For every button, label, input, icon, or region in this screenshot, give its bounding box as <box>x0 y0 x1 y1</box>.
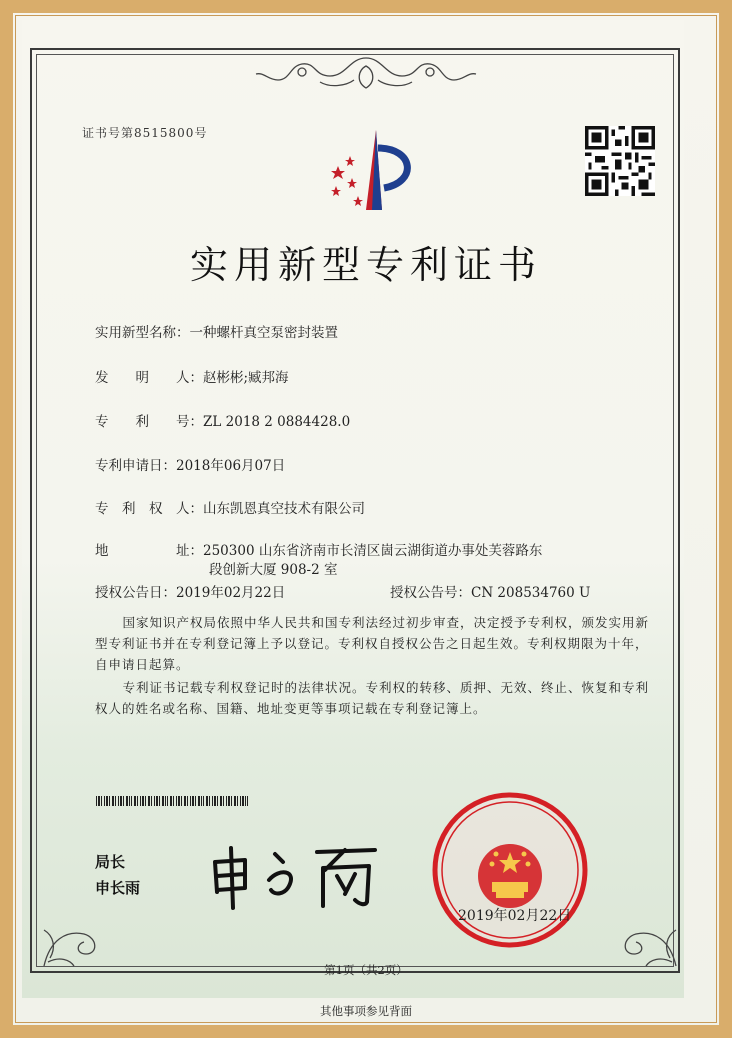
field-address <box>95 539 542 559</box>
field-value: ZL 2018 2 0884428.0 <box>203 414 351 430</box>
field-value: 一种螺杆真空泵密封装置 <box>189 325 338 341</box>
field-utility-model-name <box>95 321 338 341</box>
grant-number <box>390 581 590 601</box>
field-application-date <box>95 454 285 474</box>
grant-statement-paragraph: 国家知识产权局依照中华人民共和国专利法经过初步审查，决定授予专利权，颁发实用新型专利证书并在专利登记簿上予以登记。专利权自授权公告之日起生效。专利权期限为十年，自申请日起算。 <box>95 615 650 672</box>
field-label: 专利申请日： <box>95 458 176 474</box>
field-value: 段创新大厦 908-2 室 <box>209 562 338 578</box>
director-title: 局长 <box>95 853 126 871</box>
back-note: 其他事项参见背面 <box>320 1004 412 1018</box>
field-value: 250300 山东省济南市长清区崮云湖街道办事处芙蓉路东 <box>203 543 543 559</box>
official-seal <box>430 790 590 950</box>
legal-status-paragraph: 专利证书记载专利权登记时的法律状况。专利权的转移、质押、无效、终止、恢复和专利权人的姓名或名称、国籍、地址变更等事项记载在专利登记簿上。 <box>95 680 650 716</box>
field-label: 专 利 权 人： <box>95 501 203 517</box>
field-label: 实用新型名称： <box>95 325 190 341</box>
bottom-left-ornament <box>40 900 120 970</box>
director-signature <box>205 840 385 910</box>
field-label: 授权公告日： <box>95 585 176 601</box>
patent-office-logo <box>318 126 422 222</box>
field-value: 赵彬彬;臧邦海 <box>203 370 289 386</box>
field-address-line2 <box>209 558 338 578</box>
field-label: 发 明 人： <box>95 370 203 386</box>
bottom-right-ornament <box>600 900 680 970</box>
grant-date <box>95 581 285 601</box>
field-inventors <box>95 366 289 386</box>
field-label: 授权公告号： <box>390 585 471 601</box>
barcode <box>96 796 248 806</box>
field-value: 2018年06月07日 <box>176 458 286 474</box>
seal-date: 2019年02月22日 <box>458 908 572 924</box>
director-name: 申长雨 <box>95 879 141 897</box>
top-ornament <box>250 54 482 94</box>
field-value: 2019年02月22日 <box>176 585 286 601</box>
field-patent-number <box>95 410 350 430</box>
field-patentee <box>95 497 365 517</box>
certificate-number: 证书号第8515800号 <box>82 126 208 140</box>
qr-code <box>585 126 655 196</box>
certificate-title: 实用新型专利证书 <box>189 243 542 287</box>
field-value: CN 208534760 U <box>471 585 591 601</box>
field-label: 地 址： <box>95 543 203 559</box>
page-number: 第1页（共2页） <box>324 963 408 977</box>
field-label: 专 利 号： <box>95 414 203 430</box>
field-value: 山东凯恩真空技术有限公司 <box>203 501 365 517</box>
